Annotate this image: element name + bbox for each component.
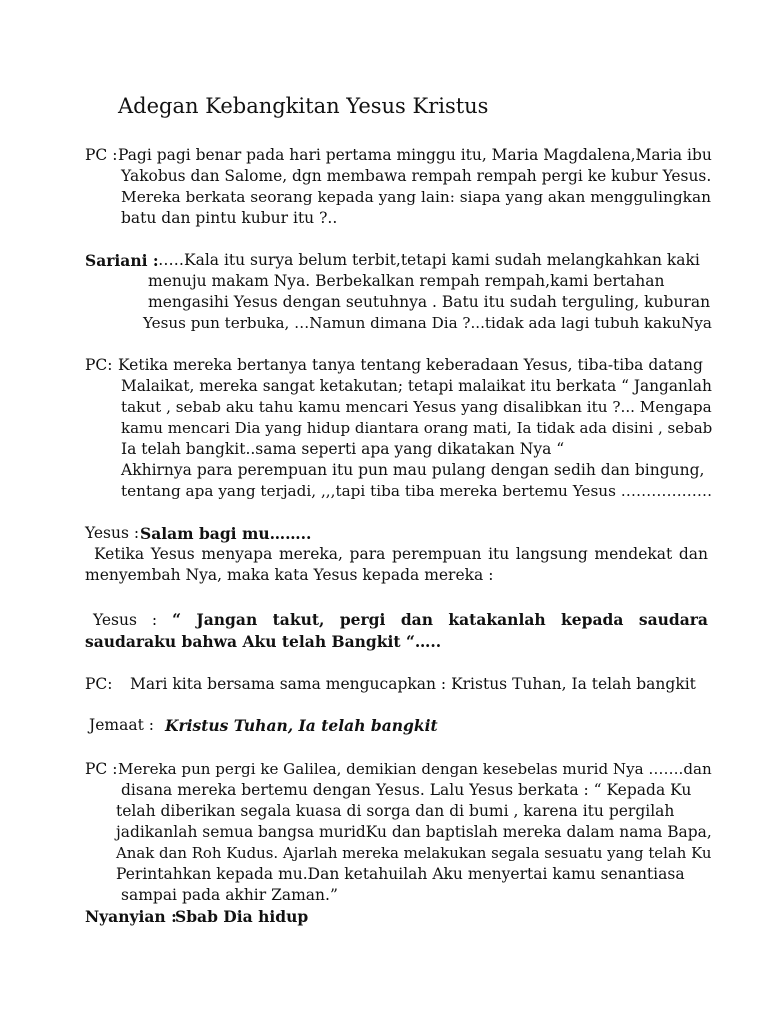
dialogue-line: Salam bagi mu…….. [140,524,312,543]
text-line: telah diberikan segala kuasa di sorga dan di bumi , karena itu pergilah [116,802,675,820]
text-line: Mari kita bersama sama mengucapkan : Kristus Tuhan, Ia telah bangkit [130,675,696,693]
dialogue-line: “ Jangan takut, pergi dan katakanlah kepada saudara saudaraku bahwa Aku telah Bangkit “….. [85,610,708,651]
speaker-label: Sariani : [85,251,159,270]
speaker-label: PC: [85,356,113,374]
narration-text: Ketika Yesus menyapa mereka, para perempuan itu langsung mendekat dan menyembah Nya, maka kata Yesus kepada mereka : [85,545,708,584]
text-line: Ia telah bangkit..sama seperti apa yang dikatakan Nya “ [121,440,565,458]
speaker-label: PC : [85,760,118,778]
text-line: Yesus pun terbuka, …Namun dimana Dia ?...tidak ada lagi tubuh kakuNya [143,314,712,332]
speaker-label: PC : [85,146,118,164]
speaker-label: PC: [85,675,113,693]
text-line: Ketika mereka bertanya tanya tentang keberadaan Yesus, tiba-tiba datang [118,356,703,374]
text-line: ……Kala itu surya belum terbit,tetapi kami sudah melangkahkan kaki [153,251,700,269]
text-line: Akhirnya para perempuan itu pun mau pulang dengan sedih dan bingung, [121,461,705,479]
text-line: Yakobus dan Salome, dgn membawa rempah rempah pergi ke kubur Yesus. [121,167,712,185]
text-line: takut , sebab aku tahu kamu mencari Yesus yang disalibkan itu ?... Mengapa [121,398,712,416]
text-line: menuju makam Nya. Berbekalkan rempah rempah,kami bertahan [148,272,665,290]
text-line: Malaikat, mereka sangat ketakutan; tetapi malaikat itu berkata “ Janganlah [121,377,712,395]
text-line: tentang apa yang terjadi, ,,,tapi tiba tiba mereka bertemu Yesus ……………… [121,482,713,500]
song-label: Nyanyian : [85,907,177,926]
text-line: sampai pada akhir Zaman.” [121,886,338,904]
text-line: kamu mencari Dia yang hidup diantara orang mati, Ia tidak ada disini , sebab [121,419,713,437]
yesus-speech [85,609,708,653]
text-line: Pagi pagi benar pada hari pertama minggu itu, Maria Magdalena,Maria ibu [118,146,712,164]
text-line: Perintahkan kepada mu.Dan ketahuilah Aku menyertai kamu senantiasa [116,865,685,883]
text-line: disana mereka bertemu dengan Yesus. Lalu Yesus berkata : “ Kepada Ku [121,781,692,799]
document-title: Adegan Kebangkitan Yesus Kristus [118,94,489,118]
text-line: Mereka pun pergi ke Galilea, demikian dengan kesebelas murid Nya …….dan [118,760,712,778]
text-line: batu dan pintu kubur itu ?.. [121,209,338,227]
text-line: jadikanlah semua bangsa muridKu dan baptislah mereka dalam nama Bapa, [116,823,712,841]
speaker-label: Yesus : [85,524,140,542]
song-title: Sbab Dia hidup [175,907,309,926]
response-line: Kristus Tuhan, Ia telah bangkit [165,716,438,735]
text-line: mengasihi Yesus dengan seutuhnya . Batu itu sudah terguling, kuburan [148,293,711,311]
speaker-label: Jemaat : [89,716,154,734]
text-line: Mereka berkata seorang kepada yang lain: siapa yang akan menggulingkan [121,188,711,206]
speaker-label: Yesus : [93,611,158,629]
text-line: Anak dan Roh Kudus. Ajarlah mereka melakukan segala sesuatu yang telah Ku [116,844,712,862]
